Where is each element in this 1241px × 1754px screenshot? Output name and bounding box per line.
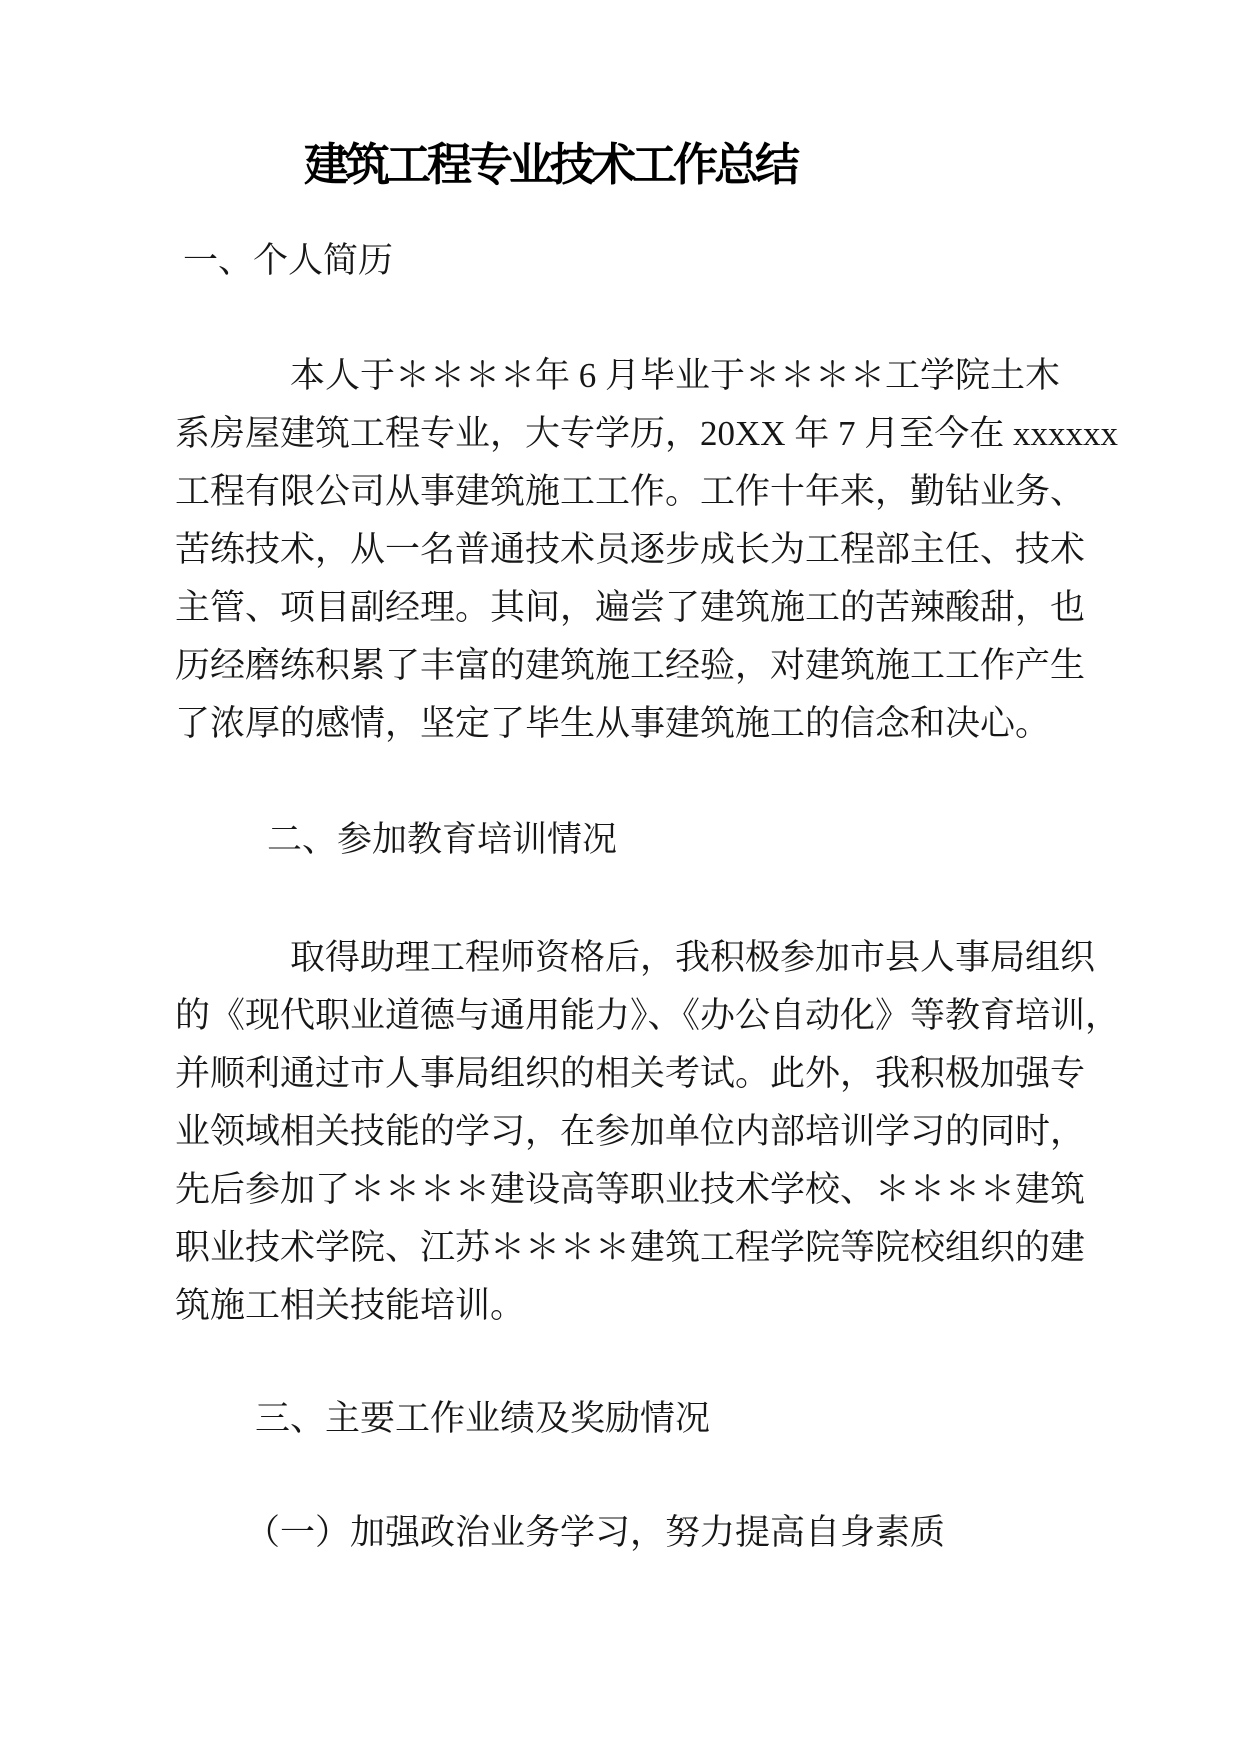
paragraph-education-training xyxy=(175,929,1121,1335)
document-content xyxy=(175,0,1121,1559)
section-heading-work-achievements: 三、主要工作业绩及奖励情况 xyxy=(255,1399,711,1438)
text-line: 职业技术学院、江苏＊＊＊＊建筑工程学院等院校组织的建 xyxy=(175,1228,1086,1267)
text-line: 的《现代职业道德与通用能力》、《办公自动化》等教育培训， xyxy=(175,996,1121,1035)
subsection-heading-political-study: （一）加强政治业务学习，努力提高自身素质 xyxy=(245,1513,946,1552)
text-line: 主管、项目副经理。其间，遍尝了建筑施工的苦辣酸甜，也 xyxy=(175,588,1086,627)
text-line: 取得助理工程师资格后，我积极参加市县人事局组织 xyxy=(290,938,1096,977)
text-line: 苦练技术，从一名普通技术员逐步成长为工程部主任、技术 xyxy=(175,530,1086,569)
text-line: 系房屋建筑工程专业，大专学历，20XX 年 7 月至今在 xxxxxx xyxy=(175,414,1119,453)
document-title: 建筑工程专业技术工作总结 xyxy=(303,139,796,190)
section-heading-education-training: 二、参加教育培训情况 xyxy=(267,820,618,859)
text-line: 了浓厚的感情，坚定了毕生从事建筑施工的信念和决心。 xyxy=(175,704,1051,743)
text-line: 业领域相关技能的学习，在参加单位内部培训学习的同时， xyxy=(175,1112,1086,1151)
paragraph-personal-history xyxy=(175,347,1119,753)
text-line: 本人于＊＊＊＊年 6 月毕业于＊＊＊＊工学院土木 xyxy=(290,356,1061,395)
text-line: 历经磨练积累了丰富的建筑施工经验，对建筑施工工作产生 xyxy=(175,646,1086,685)
text-line: 并顺利通过市人事局组织的相关考试。此外，我积极加强专 xyxy=(175,1054,1086,1093)
text-line: 筑施工相关技能培训。 xyxy=(175,1286,526,1325)
text-line: 工程有限公司从事建筑施工工作。工作十年来，勤钻业务、 xyxy=(175,472,1086,511)
section-heading-personal-history: 一、个人简历 xyxy=(183,241,394,280)
text-line: 先后参加了＊＊＊＊建设高等职业技术学校、＊＊＊＊建筑 xyxy=(175,1170,1086,1209)
